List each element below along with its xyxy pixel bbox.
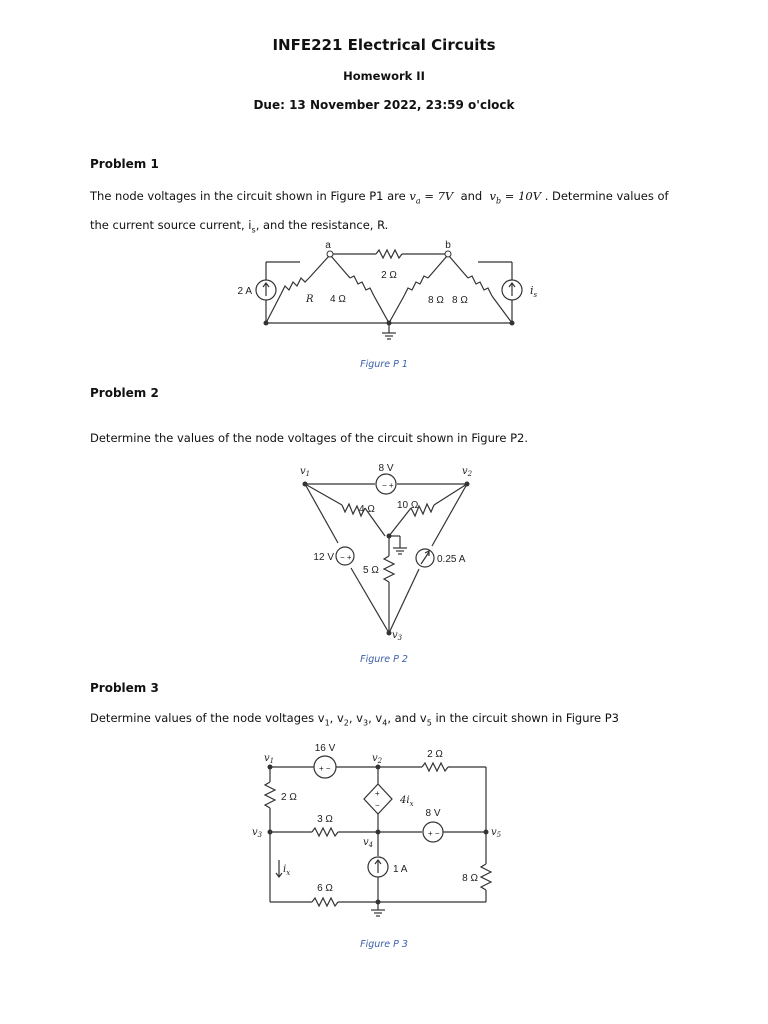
p2-10ohm-label: 10 Ω — [397, 500, 419, 511]
p3-text-d: , v — [368, 711, 383, 725]
p3-v4-label — [363, 837, 373, 849]
p2-5ohm-label: 5 Ω — [363, 565, 379, 576]
p2-4ohm-label: 4 Ω — [359, 504, 375, 515]
p3-v1-label — [264, 753, 274, 765]
p3-ccvs-plus: + — [375, 789, 380, 798]
p3-v4-subscript: 4 — [368, 841, 374, 849]
p2-v1-letter: v — [300, 466, 306, 477]
figure-p2-caption: Figure P 2 — [360, 654, 408, 665]
p2-8v-polarity: − + — [382, 481, 394, 490]
p3-ix-label — [283, 864, 290, 877]
va-subscript: a — [415, 196, 421, 206]
figure-p3-circuit — [0, 736, 768, 926]
p3-v1-subscript: 1 — [269, 757, 275, 765]
p3-ix-subscript: x — [286, 869, 291, 877]
p3-8v-label: 8 V — [425, 808, 441, 819]
p1-2ohm-label: 2 Ω — [381, 270, 397, 281]
vb-value: = 10V — [501, 189, 542, 203]
p1-r-label: R — [306, 294, 314, 305]
figure-p1-circuit — [0, 238, 768, 348]
p2-12v-label: 12 V — [313, 552, 334, 563]
and-word: and — [460, 189, 483, 203]
p2-12v-polarity: − + — [340, 553, 352, 562]
p2-025a-label: 0.25 A — [437, 554, 466, 565]
p3-ccvs-label — [399, 795, 414, 808]
p3-sub-5: 5 — [426, 718, 432, 728]
problem-1-text-a: The node voltages in the circuit shown in Figure P1 are — [90, 189, 406, 203]
p3-ccvs-subscript: x — [409, 800, 414, 808]
p2-v3-label — [392, 630, 403, 642]
p3-sub-4: 4 — [382, 718, 388, 728]
p3-16v-polarity: + − — [319, 764, 331, 773]
p3-6ohm-label: 6 Ω — [317, 883, 333, 894]
p1-8ohm-b-label: 8 Ω — [452, 295, 468, 306]
problem-2-statement: Determine the values of the node voltages of the circuit shown in Figure P2. — [90, 431, 528, 445]
problem-1-statement — [90, 184, 690, 243]
va-value: = 7V — [420, 189, 454, 203]
p3-1a-label: 1 A — [393, 864, 408, 875]
va-letter: v — [409, 189, 416, 203]
p3-v2-label — [372, 753, 383, 765]
p2-v3-letter: v — [392, 630, 398, 641]
problem-1-text-b: . Determine values of — [544, 189, 669, 203]
p3-2ohm-left-label: 2 Ω — [281, 792, 297, 803]
p2-v2-letter: v — [462, 466, 468, 477]
p2-v2-subscript: 2 — [467, 470, 473, 478]
figure-p1-caption: Figure P 1 — [360, 359, 408, 370]
p3-text-c: , v — [348, 711, 363, 725]
is-subscript: s — [251, 225, 256, 235]
p3-8ohm-label: 8 Ω — [462, 873, 478, 884]
p3-text-b: , v — [329, 711, 344, 725]
p3-sub-2: 2 — [343, 718, 349, 728]
p3-v2-letter: v — [372, 753, 378, 764]
figure-p3-caption: Figure P 3 — [360, 939, 408, 950]
p3-2ohm-top-label: 2 Ω — [427, 749, 443, 760]
vb-symbol — [489, 189, 542, 206]
problem-1-heading: Problem 1 — [90, 157, 159, 171]
p1-8ohm-a-label: 8 Ω — [428, 295, 444, 306]
p1-is-letter: i — [530, 284, 534, 297]
p3-3ohm-label: 3 Ω — [317, 814, 333, 825]
p2-v1-subscript: 1 — [305, 470, 311, 478]
p3-8v-polarity: + − — [428, 829, 440, 838]
vb-letter: v — [489, 189, 497, 203]
p3-v4-letter: v — [363, 837, 369, 848]
p2-v2-label — [462, 466, 473, 478]
p2-8v-label: 8 V — [378, 463, 394, 474]
vb-subscript: b — [496, 196, 502, 206]
problem-1-text-c: the current source current, i — [90, 218, 252, 233]
p3-ccvs-text: 4i — [400, 795, 410, 806]
problem-3-heading: Problem 3 — [90, 681, 159, 695]
p3-ix-letter: i — [283, 864, 287, 875]
p3-v3-letter: v — [252, 827, 258, 838]
p1-node-a-label: a — [325, 240, 331, 251]
p1-is-label — [530, 284, 538, 299]
p3-sub-3: 3 — [363, 718, 369, 728]
p3-text-a: Determine values of the node voltages v — [90, 711, 325, 725]
due-date: Due: 13 November 2022, 23:59 o'clock — [253, 98, 515, 112]
document-title: INFE221 Electrical Circuits — [272, 36, 496, 54]
p3-sub-1: 1 — [324, 718, 330, 728]
problem-3-statement — [90, 706, 690, 735]
p3-v5-label — [491, 827, 502, 839]
p1-4ohm-label: 4 Ω — [330, 294, 346, 305]
problem-1-text-d: , and the resistance, R. — [255, 218, 389, 233]
p3-text-e: , and v — [387, 711, 427, 725]
document-subtitle: Homework II — [343, 69, 425, 83]
p1-node-b-label: b — [445, 240, 451, 251]
p2-v3-subscript: 3 — [397, 634, 403, 642]
p3-16v-label: 16 V — [314, 743, 336, 754]
p3-v1-letter: v — [264, 753, 270, 764]
p3-v3-subscript: 3 — [257, 831, 263, 839]
p3-v2-subscript: 2 — [377, 757, 383, 765]
va-symbol — [409, 189, 454, 206]
p3-text-f: in the circuit shown in Figure P3 — [431, 711, 619, 725]
figure-p2-circuit — [0, 458, 768, 643]
p3-v5-letter: v — [491, 827, 497, 838]
p3-ccvs-minus: − — [375, 801, 380, 810]
p2-v1-label — [300, 466, 310, 478]
p1-is-subscript: s — [533, 291, 538, 299]
problem-2-heading: Problem 2 — [90, 386, 159, 400]
p3-v5-subscript: 5 — [496, 831, 502, 839]
p1-2a-label: 2 A — [237, 286, 252, 297]
p3-v3-label — [252, 827, 263, 839]
